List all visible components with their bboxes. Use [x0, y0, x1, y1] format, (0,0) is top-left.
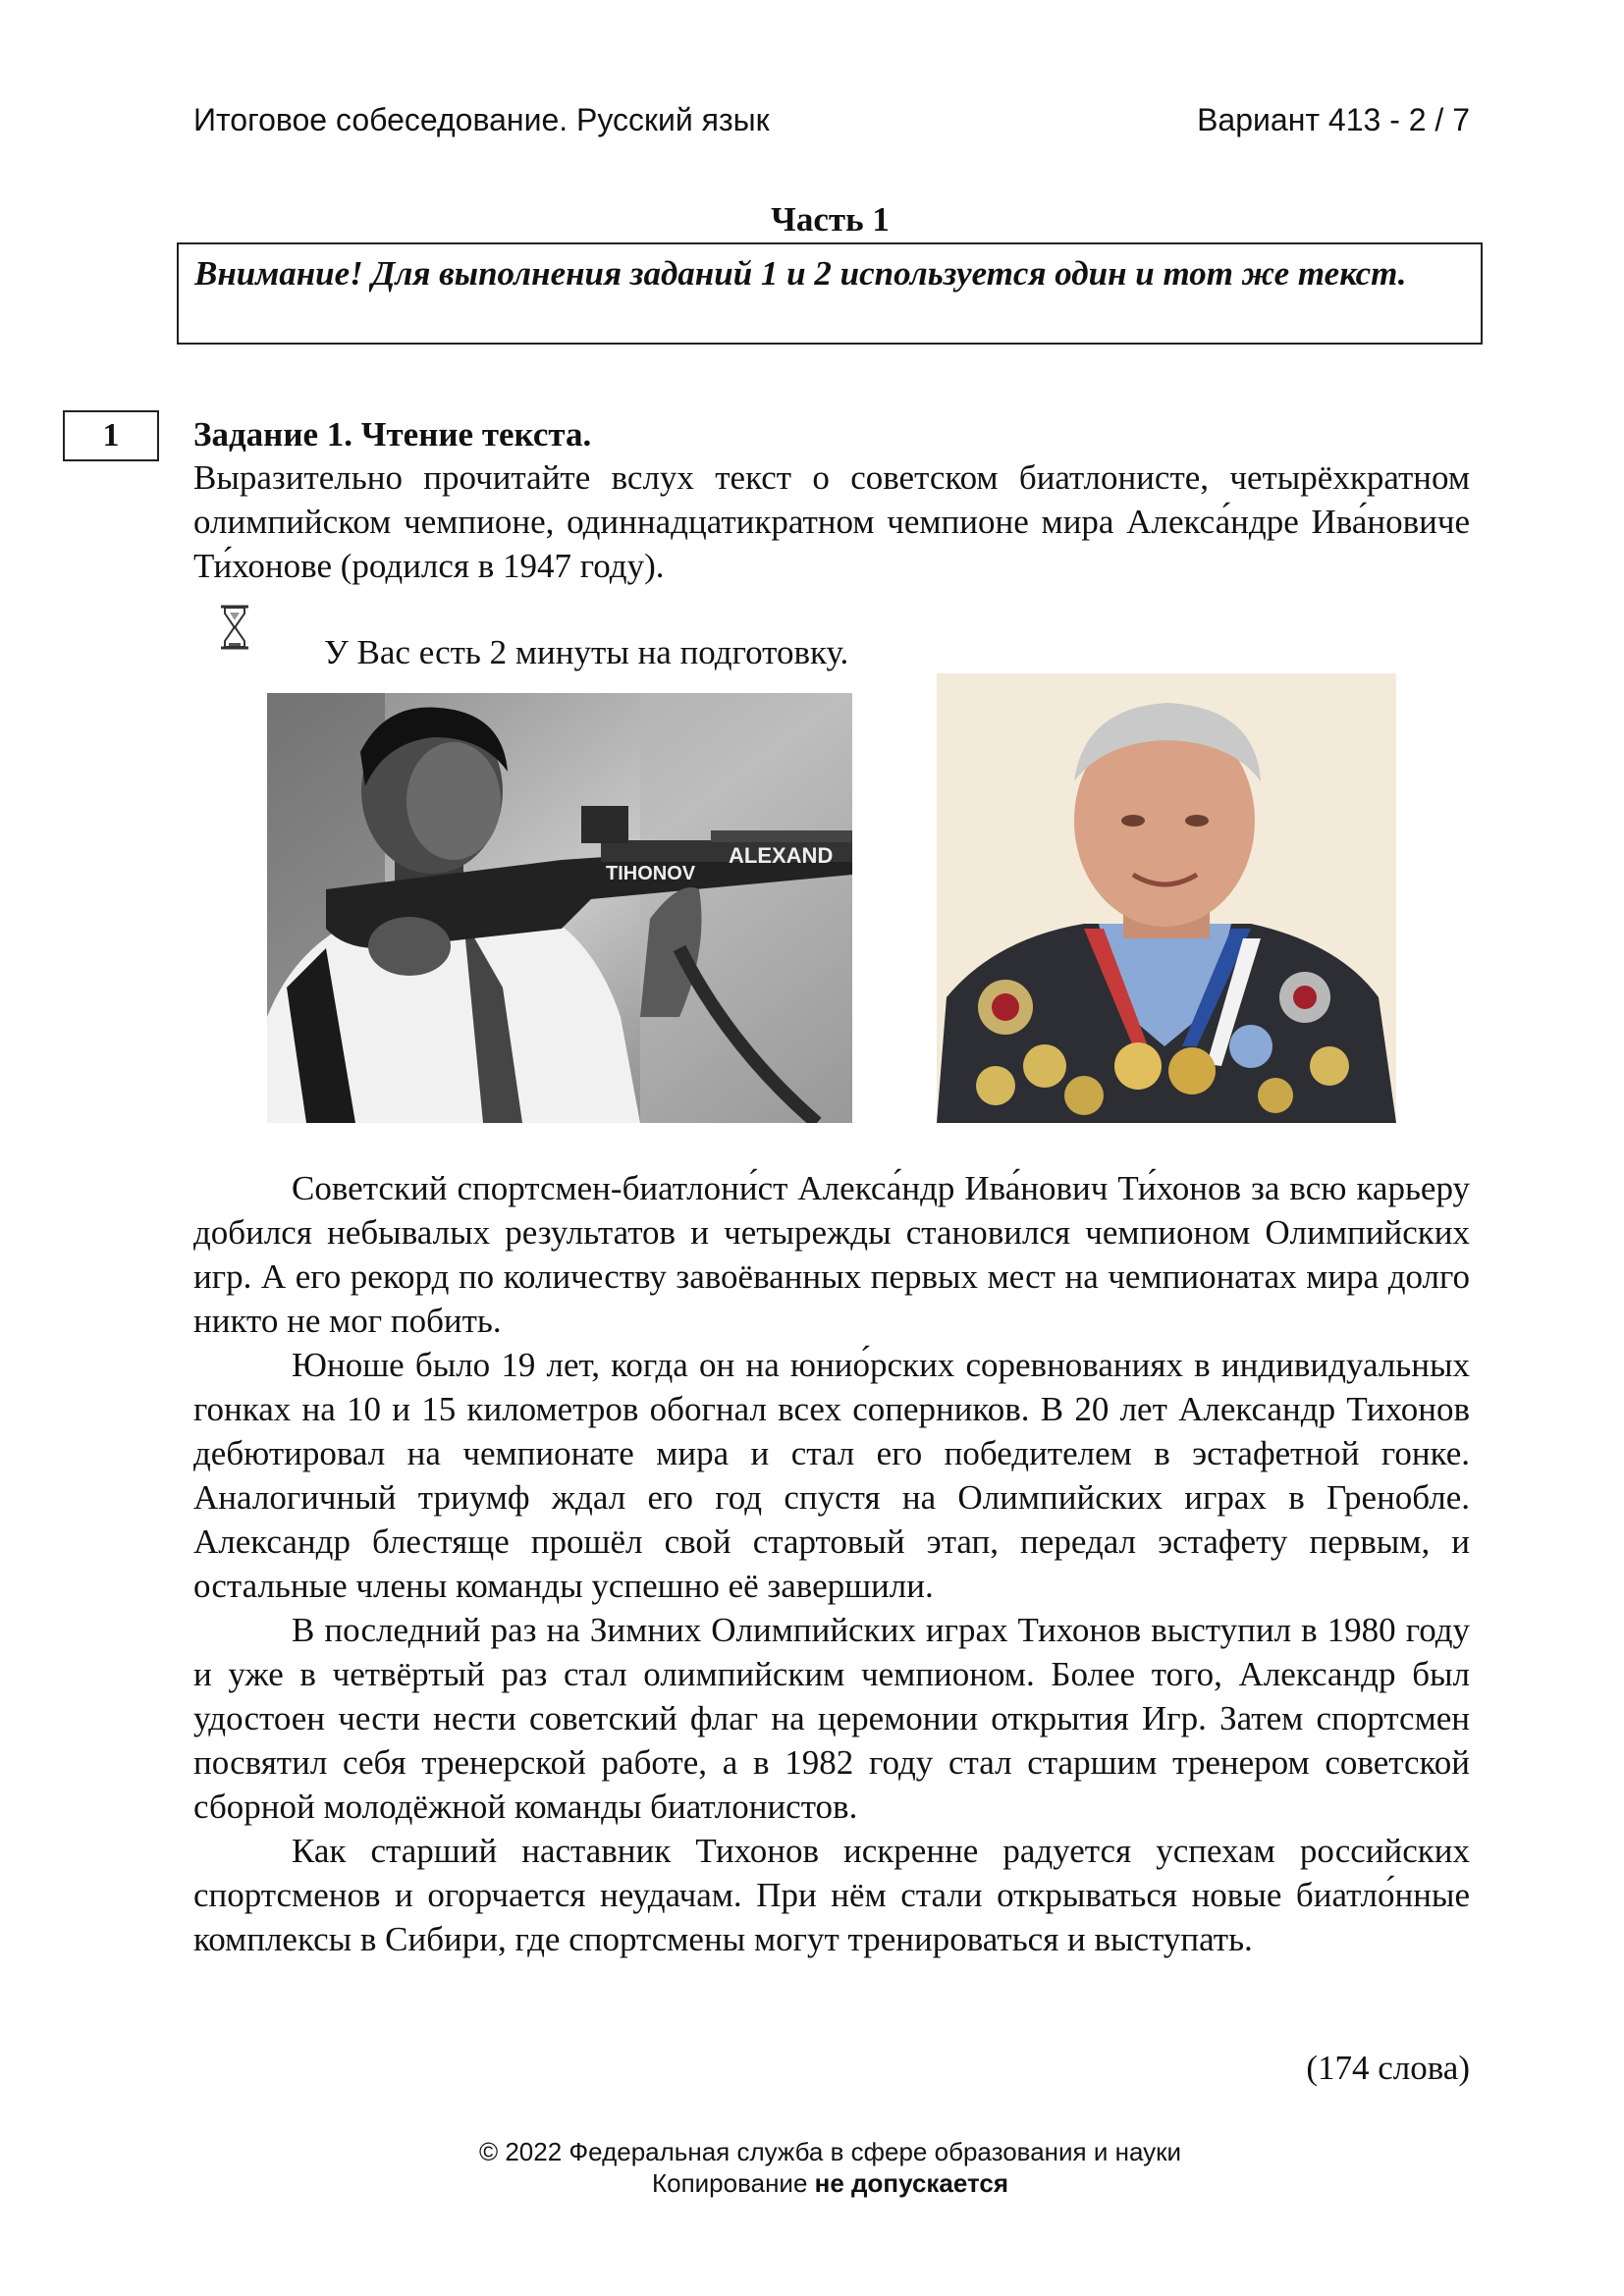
- preparation-time: У Вас есть 2 минуты на подготовку.: [324, 633, 849, 671]
- header-variant: Вариант 413 - 2 / 7: [1197, 102, 1470, 137]
- footer: [0, 2136, 1624, 2199]
- footer-copyright: © 2022 Федеральная служба в сфере образования и науки: [478, 2137, 1182, 2166]
- rifle-label-first-name: ALEXAND: [729, 843, 834, 868]
- attention-notice: Внимание! Для выполнения заданий 1 и 2 используется один и тот же текст.: [177, 242, 1483, 345]
- rifle-label-name: TIHONOV: [606, 863, 696, 884]
- task-description: Выразительно прочитайте вслух текст о советском биатлонисте, четырёхкратном олимпийском чемпионе, одиннадцатикратном чемпионе мира Алекса́ндре Ива́новиче Ти́хонове (родился в 1947 году).: [193, 458, 1470, 585]
- word-count: (174 слова): [1306, 2049, 1470, 2087]
- footer-copy-bold: не допускается: [814, 2168, 1009, 2198]
- footer-copy-prefix: Копирование: [651, 2168, 815, 2198]
- photo-older-champion: [937, 673, 1396, 1123]
- photo-young-athlete: [267, 693, 852, 1123]
- hourglass-icon: [218, 604, 251, 651]
- header-title: Итоговое собеседование. Русский язык: [193, 102, 770, 137]
- footer-copy-notice: [0, 2167, 1624, 2199]
- task-title: Задание 1. Чтение текста.: [193, 415, 592, 454]
- reading-text: [193, 1166, 1470, 1961]
- part-title: Часть 1: [771, 200, 890, 239]
- text-paragraph-2: Юноше было 19 лет, когда он на юнио́рских соревнованиях в индивидуальных гонках на 10 и 15 километров обогнал всех соперников. В 20 лет Александр Тихонов дебютировал на чемпионате мира и стал его победителем в эстафетной гонке. Аналогичный триумф ждал его год спустя на Олимпийских играх в Греноблe. Александр блестяще прошёл свой стартовый этап, передал эстафету первым, и остальные члены команды успешно её завершили.: [193, 1346, 1470, 1605]
- text-paragraph-1: Советский спортсмен-биатлони́ст Алекса́ндр Ива́нович Ти́хонов за всю карьеру добился небывалых результатов и четырежды становился чемпионом Олимпийских игр. А его рекорд по количеству завоёванных первых мест на чемпионатах мира долго никто не мог побить.: [193, 1169, 1470, 1340]
- text-paragraph-3: В последний раз на Зимних Олимпийских играх Тихонов выступил в 1980 году и уже в четвёртый раз стал олимпийским чемпионом. Более того, Александр был удостоен чести нести советский флаг на церемонии открытия Игр. Затем спортсмен посвятил себя тренерской работе, а в 1982 году стал старшим тренером советской сборной молодёжной команды биатлонистов.: [193, 1611, 1470, 1826]
- task-number-box: 1: [63, 410, 159, 461]
- text-paragraph-4: Как старший наставник Тихонов искренне радуется успехам российских спортсменов и огорчается неудачам. При нём стали открываться новые биатло́нные комплексы в Сибири, где спортсмены могут тренироваться и выступать.: [193, 1832, 1470, 1958]
